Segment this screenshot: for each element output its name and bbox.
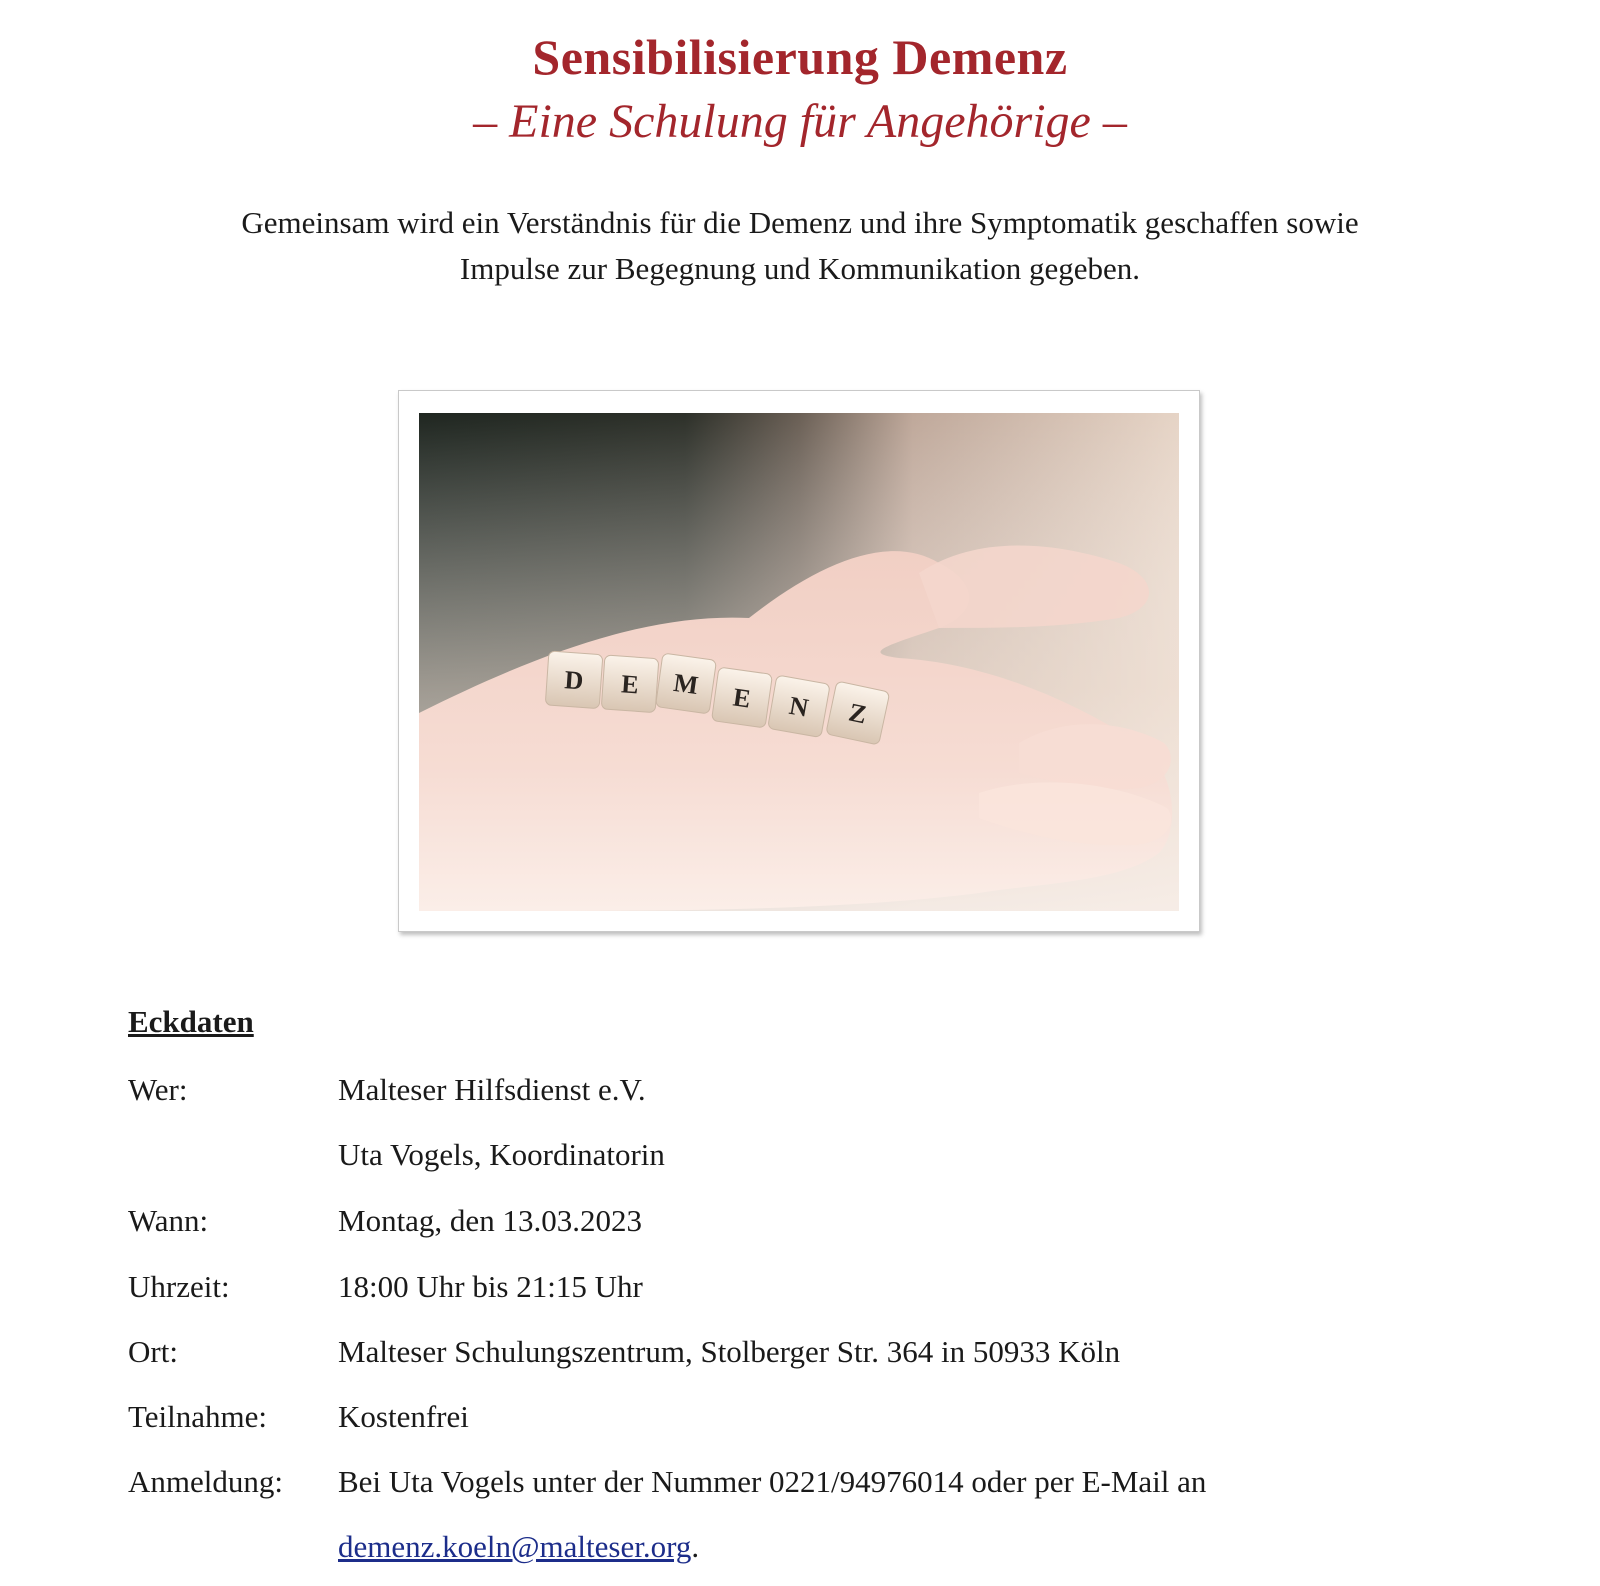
value-ort: Malteser Schulungszentrum, Stolberger Str. 364 in 50933 Köln <box>338 1334 1121 1369</box>
tile-letter: M <box>671 667 701 701</box>
tile-letter: E <box>731 682 753 714</box>
intro-text <box>120 200 1480 292</box>
value-teilnahme: Kostenfrei <box>338 1399 469 1434</box>
tile-letter: D <box>563 665 585 696</box>
value-wer-person: Uta Vogels, Koordinatorin <box>338 1137 665 1172</box>
hand-with-letter-tiles-image <box>419 413 1179 911</box>
section-heading-eckdaten: Eckdaten <box>128 1004 254 1039</box>
demenz-hand-photo <box>419 413 1179 911</box>
label-wann: Wann: <box>128 1203 209 1238</box>
value-wer-organisation: Malteser Hilfsdienst e.V. <box>338 1072 646 1107</box>
intro-line-1: Gemeinsam wird ein Verständnis für die Demenz und ihre Symptomatik geschaffen sowie <box>241 205 1359 240</box>
label-wer: Wer: <box>128 1072 188 1107</box>
page-subtitle: – Eine Schulung für Angehörige – <box>473 95 1127 148</box>
label-ort: Ort: <box>128 1334 178 1369</box>
email-suffix: . <box>691 1529 700 1564</box>
tile-letter: Z <box>846 697 870 730</box>
value-uhrzeit: 18:00 Uhr bis 21:15 Uhr <box>338 1269 643 1304</box>
photo-frame <box>398 390 1200 932</box>
label-teilnahme: Teilnahme: <box>128 1399 268 1434</box>
tile-letter: E <box>620 669 640 700</box>
email-line <box>338 1529 699 1565</box>
value-wann: Montag, den 13.03.2023 <box>338 1203 642 1238</box>
email-link[interactable]: demenz.koeln@malteser.org <box>338 1529 692 1564</box>
page-title: Sensibilisierung Demenz <box>532 29 1068 85</box>
tile-letter: N <box>787 690 811 723</box>
value-anmeldung: Bei Uta Vogels unter der Nummer 0221/94976014 oder per E-Mail an <box>338 1464 1207 1499</box>
label-uhrzeit: Uhrzeit: <box>128 1269 230 1304</box>
intro-line-2: Impulse zur Begegnung und Kommunikation gegeben. <box>459 251 1141 286</box>
label-anmeldung: Anmeldung: <box>128 1464 283 1499</box>
